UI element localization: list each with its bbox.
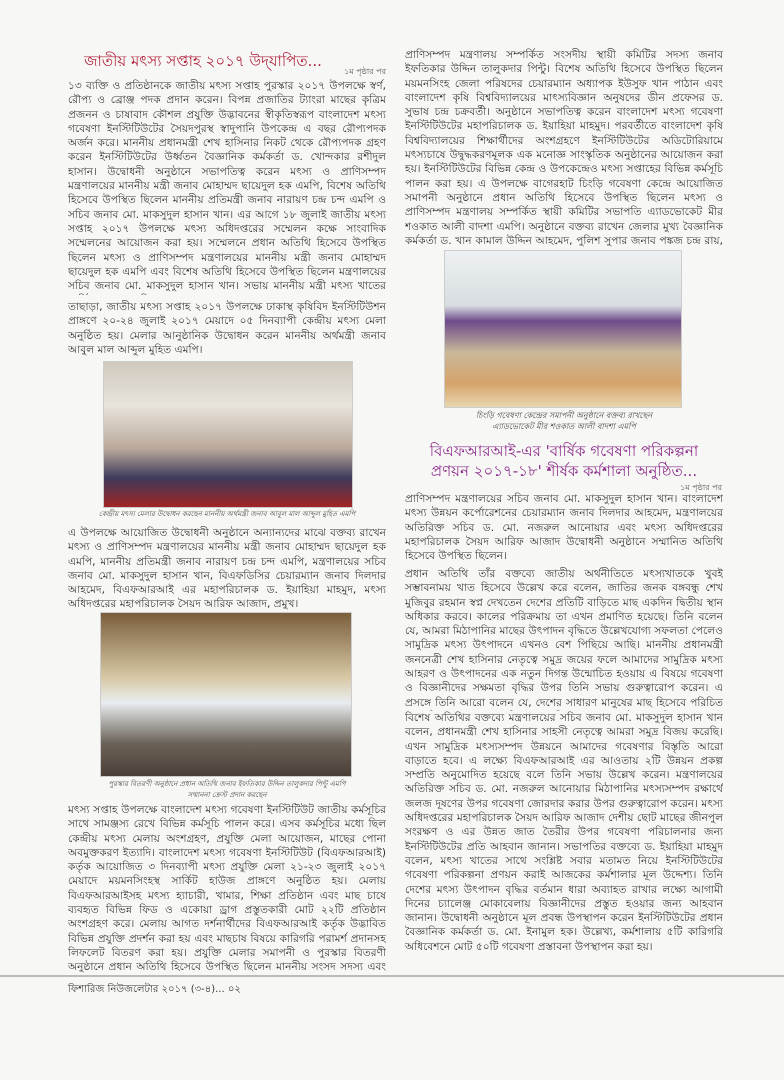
title-line: বিএফআরআই-এর 'বার্ষিক গবেষণা পরিকল্পনা	[429, 442, 699, 460]
body-paragraph: প্রাণিসম্পদ মন্ত্রণালয় সম্পর্কিত সংসদীয় স্থায়ী কমিটির সদস্য জনাব ইফতিকার উদ্দিন তালুকদার পিন্টু। বিশেষ অতিথি হিসেবে উপস্থিত ছিলেন ময়মনসিংহ জেলা পরিষদের চেয়ারম্যান অধ্যাপক ইউসুফ খান পাঠান এবং বাংলাদেশ কৃষি বিশ্ববিদ্যালয়ের মাৎস্যবিজ্ঞান অনুষদের ডীন প্রফেসর ড. সুভাষ চন্দ্র চক্রবর্তী। অনুষ্ঠানে সভাপতিত্ব করেন বাংলাদেশ মৎস্য গবেষণা ইনস্টিটিউটের মহাপরিচালক ড. ইয়াহিয়া মাহমুদ। পরবর্তীতে বাংলাদেশ কৃষি বিশ্ববিদ্যালয়ের শিক্ষার্থীদের অংশগ্রহণে ইনস্টিটিউটের অডিটোরিয়ামে মৎস্যচাষে উদ্বুদ্ধকরণমূলক এক মনোজ্ঞ সাংস্কৃতিক অনুষ্ঠানের আয়োজন করা হয়। ইনস্টিটিউটের বিভিন্ন কেন্দ্র ও উপকেন্দ্রেও মৎস্য সপ্তাহের বিভিন্ন কর্মসূচি পালন করা হয়। এ উপলক্ষে বাগেরহাট চিংড়ি গবেষণা কেন্দ্রে আয়োজিত সমাপনী অনুষ্ঠানে প্রধান অতিথি হিসেবে উপস্থিত ছিলেন মৎস্য ও প্রাণিসম্পদ মন্ত্রণালয় সম্পর্কিত স্থায়ী কমিটির সভাপতি এ্যাডভোকেট মীর শওকাত আলী বাদশা এমপি। অনুষ্ঠানে বক্তব্য রাখেন জেলার মুখ্য বৈজ্ঞানিক কর্মকর্তা ড. খান কামাল উদ্দিন আহমেদ, পুলিশ সুপার জনাব পঙ্কজ চন্দ্র রায়,	[405, 49, 723, 247]
caption-line: পুরস্কার বিতরণী অনুষ্ঠানে প্রধান অতিথি জনাব ইফতিকার উদ্দিন তালুকদার পিন্টু এমপি	[108, 780, 346, 788]
photo-award-ceremony	[100, 612, 352, 777]
body-paragraph: প্রধান অতিথি তাঁর বক্তব্যে জাতীয় অর্থনীতিতে মৎস্যখাতকে খুবই সম্ভাবনাময় খাত হিসেবে উল্লেখ করে বলেন, জাতির জনক বঙ্গবন্ধু শেখ মুজিবুর রহমান স্বপ্ন দেখতেন দেশের প্রতিটি বাড়িতে মাছ একদিন দ্বিতীয় স্থান অধিকার করবে। কালের পরিক্রমায় তা এখন প্রমাণিত হয়েছে। তিনি বলেন যে, আমরা মিঠাপানির মাছের উৎপাদন বৃদ্ধিতে উল্লেখযোগ্য সফলতা পেলেও সামুদ্রিক মৎস্য উৎপাদনে এখনও বেশ পিছিয়ে আছি। মাননীয় প্রধানমন্ত্রী জননেত্রী শেখ হাসিনার নেতৃত্বে সমুদ্র জয়ের ফলে আমাদের সামুদ্রিক মৎস্য আহরণ ও উৎপাদনের এক নতুন দিগন্ত উন্মোচিত হওয়ায় এ বিষয়ে গবেষণা ও বিজ্ঞানীদের সক্ষমতা বৃদ্ধির উপর তিনি সভায় গুরুত্বারোপ করেন। এ প্রসঙ্গে তিনি আরো বলেন যে, দেশের সাধারণ মানুষের মাছ হিসেবে পরিচিত	[405, 568, 723, 709]
body-paragraph: মৎস্য সপ্তাহ উপলক্ষে বাংলাদেশ মৎস্য গবেষণা ইনস্টিটিউট জাতীয় কর্মসূচির সাথে সামঞ্জস্য রেখে বিভিন্ন কর্মসূচি পালন করে। এসব কর্মসূচির মধ্যে ছিল কেন্দ্রীয় মৎস্য মেলায় অংশগ্রহণ, প্রযুক্তি মেলা আয়োজন, মাছের পোনা অবমুক্তকরণ ইত্যাদি। বাংলাদেশ মৎস্য গবেষণা ইনস্টিটিউট (বিএফআরআই) কর্তৃক আয়োজিত ৩ দিনব্যাপী মৎস্য প্রযুক্তি মেলা ২১-২৩ জুলাই ২০১৭ মেয়াদে ময়মনসিংহস্থ সার্কিট হাউজ প্রাঙ্গণে অনুষ্ঠিত হয়। মেলায় বিএফআরআইসহ মৎস্য হ্যাচারী, খামার, শিক্ষা প্রতিষ্ঠান এবং মাছ চাষে ব্যবহৃত বিভিন্ন ফিড ও একোয়া ড্রাগ প্রস্তুতকারী মোট ২২টি প্রতিষ্ঠান অংশগ্রহণ করে। মেলায় আগত দর্শনার্থীদের বিএফআরআই কর্তৃক উদ্ভাবিত বিভিন্ন প্রযুক্তি প্রদর্শন করা হয় এবং মাছচাষ বিষয়ে কারিগরি পরামর্শ প্রদানসহ লিফলেট বিতরণ করা হয়। প্রযুক্তি মেলার সমাপনী ও পুরস্কার বিতরণী অনুষ্ঠানে প্রধান অতিথি হিসেবে উপস্থিত ছিলেন মাননীয় সংসদ সদস্য এবং	[68, 804, 386, 974]
continued-label: ১ম পৃষ্ঠার পর	[344, 67, 386, 76]
title-line: প্রণয়ন ২০১৭-১৮' শীর্ষক কর্মশালা অনুষ্ঠিত...	[430, 462, 698, 480]
body-paragraph: তাছাড়া, জাতীয় মৎস্য সপ্তাহ ২০১৭ উপলক্ষে ঢাকাস্থ কৃষিবিদ ইনস্টিটিউশন প্রাঙ্গণে ২০-২৪ জুলাই ২০১৭ মেয়াদে ০৫ দিনব্যাপী কেন্দ্রীয় মৎস্য মেলা অনুষ্ঠিত হয়। মেলার আনুষ্ঠানিক উদ্বোধন করেন মাননীয় অর্থমন্ত্রী জনাব আবুল মাল আব্দুল মুহিত এমপি।	[68, 301, 386, 356]
photo-caption: কেন্দ্রীয় মৎস্য মেলার উদ্বোধন করছেন মাননীয় অর্থমন্ত্রী জনাব আবুল মাল আব্দুল মুহিত এমপি	[98, 510, 356, 518]
photo-caption	[405, 410, 723, 432]
continued-label: ১ম পৃষ্ঠার পর	[680, 483, 722, 492]
caption-line: এ্যাডভোকেট মীর শওকাত আলী বাদশা এমপি	[492, 422, 636, 431]
photo-fish-fair-inauguration	[103, 361, 353, 508]
article-title-fish-week: জাতীয় মৎস্য সপ্তাহ ২০১৭ উদ্‌যাপিত...	[84, 52, 322, 70]
photo-shrimp-centre-closing	[444, 250, 682, 408]
photo-caption	[68, 779, 386, 801]
article-title-workshop	[405, 441, 723, 481]
body-paragraph: বিশেষ অতিথির বক্তব্যে মন্ত্রণালয়ের সচিব জনাব মো. মাকসুদুল হাসান খান বলেন, প্রধানমন্ত্রী শেখ হাসিনার সাহসী নেতৃত্বে আমরা সমুদ্র বিজয় করেছি। এখন সামুদ্রিক মৎস্যসম্পদ উন্নয়নে আমাদের গবেষণার বিস্তৃতি আরো বাড়াতে হবে। এ লক্ষ্যে বিএফআরআই এর আওতায় ২টি উন্নয়ন প্রকল্প সম্প্রতি অনুমোদিত হয়েছে বলে তিনি সভায় উল্লেখ করেন। মন্ত্রণালয়ের অতিরিক্ত সচিব ড. মো. নজরুল আনোয়ার মিঠাপানির মৎস্যসম্পদ রক্ষার্থে জলজ দূষণের উপর গবেষণা জোরদার করার উপর গুরুত্বারোপ করেন। মৎস্য অধিদপ্তরের মহাপরিচালক সৈয়দ আরিফ আজাদ দেশীয় ছোট মাছের জীনপুল সংরক্ষণ ও এর উন্নত জাত তৈরীর উপর গবেষণা পরিচালনার জন্য ইনস্টিটিউটের প্রতি আহবান জানান। সভাপতির বক্তব্যে ড. ইয়াহিয়া মাহমুদ বলেন, মৎস্য খাতের সাথে সংশ্লিষ্ট সবার মতামত নিয়ে ইনস্টিটিউটের গবেষণা পরিকল্পনা প্রণয়ন করাই আজকের কর্মশালার মূল উদ্দেশ্য। তিনি দেশের মৎস্য উৎপাদন বৃদ্ধির বর্তমান ধারা অব্যাহত রাখার লক্ষ্যে আগামী দিনের চ্যালেঞ্জ মোকাবেলায় বিজ্ঞানীদের প্রস্তুত হওয়ার জন্য আহবান জানান। উদ্বোধনী অনুষ্ঠানে মূল প্রবন্ধ উপস্থাপন করেন ইনস্টিটিউটের প্রধান বৈজ্ঞানিক কর্মকর্তা ড. মো. ইনামুল হক। উল্লেখ্য, কর্মশালায় ৫টি কারিগরি অধিবেশনে মোট ৫০টি গবেষণা প্রস্তাবনা উপস্থাপন করা হয়।	[405, 712, 723, 953]
footer-text: ফিশারিজ নিউজলেটার ২০১৭ (৩-৪)... ০২	[68, 984, 241, 995]
caption-line: চিংড়ি গবেষণা কেন্দ্রের সমাপনী অনুষ্ঠানে বক্তব্য রাখছেন	[475, 411, 653, 420]
body-paragraph: এ উপলক্ষে আয়োজিত উদ্বোধনী অনুষ্ঠানে অন্যান্যদের মাঝে বক্তব্য রাখেন মৎস্য ও প্রাণিসম্পদ মন্ত্রণালয়ের মাননীয় মন্ত্রী জনাব মোহাম্মদ ছায়েদুল হক এমপি, মাননীয় প্রতিমন্ত্রী জনাব নারায়ণ চন্দ্র চন্দ এমপি, মন্ত্রণালয়ের সচিব জনাব মো. মাকসুদুল হাসান খান, বিএফডিসির চেয়ারম্যান জনাব দিলদার আহমেদ, বিএফআরআই এর মহাপরিচালক ড. ইয়াহিয়া মাহমুদ, মৎস্য অধিদপ্তরের মহাপরিচালক সৈয়দ আরিফ আজাদ, প্রমুখ।	[68, 527, 386, 611]
caption-line: সম্মাননা ক্রেস্ট প্রদান করছেন	[187, 791, 267, 799]
footer-divider	[0, 975, 784, 977]
body-paragraph: ১৩ ব্যক্তি ও প্রতিষ্ঠানকে জাতীয় মৎস্য সপ্তাহ পুরস্কার ২০১৭ উপলক্ষে স্বর্ণ, রৌপ্য ও ব্রোঞ্জ পদক প্রদান করেন। বিপন্ন প্রজাতির ট্যাংরা মাছের কৃত্রিম প্রজনন ও চাষাবাদ কৌশল প্রযুক্তি উদ্ভাবনের স্বীকৃতিস্বরূপ বাংলাদেশ মৎস্য গবেষণা ইনস্টিটিউটের সৈয়দপুরস্থ স্বাদুপানি উপকেন্দ্র এ বছর রৌপ্যপদক অর্জন করে। মাননীয় প্রধানমন্ত্রী শেখ হাসিনার নিকট থেকে রৌপ্যপদক গ্রহণ করেন ইনস্টিটিউটের উর্ধ্বতন বৈজ্ঞানিক কর্মকর্তা ড. খোন্দকার রশীদুল হাসান। উদ্বোধনী অনুষ্ঠানে সভাপতিত্ব করেন মৎস্য ও প্রাণিসম্পদ মন্ত্রণালয়ের মাননীয় মন্ত্রী জনাব মোহাম্মদ ছায়েদুল হক এমপি, বিশেষ অতিথি হিসেবে উপস্থিত ছিলেন মাননীয় প্রতিমন্ত্রী জনাব নারায়ণ চন্দ্র চন্দ এমপি ও সচিব জনাব মো. মাকসুদুল হাসান খান। এর আগে ১৮ জুলাই জাতীয় মৎস্য সপ্তাহ ২০১৭ উপলক্ষে মৎস্য অধিদপ্তরের সম্মেলন কক্ষে সাংবাদিক সম্মেলনের আয়োজন করা হয়। সম্মেলনে প্রধান অতিথি হিসেবে উপস্থিত ছিলেন মৎস্য ও প্রাণিসম্পদ মন্ত্রণালয়ের মাননীয় মন্ত্রী জনাব মোহাম্মদ ছায়েদুল হক এমপি এবং বিশেষ অতিথি হিসেবে উপস্থিত ছিলেন মন্ত্রণালয়ের সচিব জনাব মো. মাকসুদুল হাসান খান। সভায় মাননীয় মন্ত্রী মৎস্য খাতের	[68, 80, 386, 293]
body-paragraph: প্রাণিসম্পদ মন্ত্রণালয়ের সচিব জনাব মো. মাকসুদুল হাসান খান। বাংলাদেশ মৎস্য উন্নয়ন কর্পোরেশনের চেয়ারম্যান জনাব দিলদার আহমেদ, মন্ত্রণালয়ের অতিরিক্ত সচিব ড. মো. নজরুল আনোয়ার এবং মৎস্য অধিদপ্তরের মহাপরিচালক সৈয়দ আরিফ আজাদ উদ্বোধনী অনুষ্ঠানে সম্মানিত অতিথি হিসেবে উপস্থিত ছিলেন।	[405, 493, 723, 563]
